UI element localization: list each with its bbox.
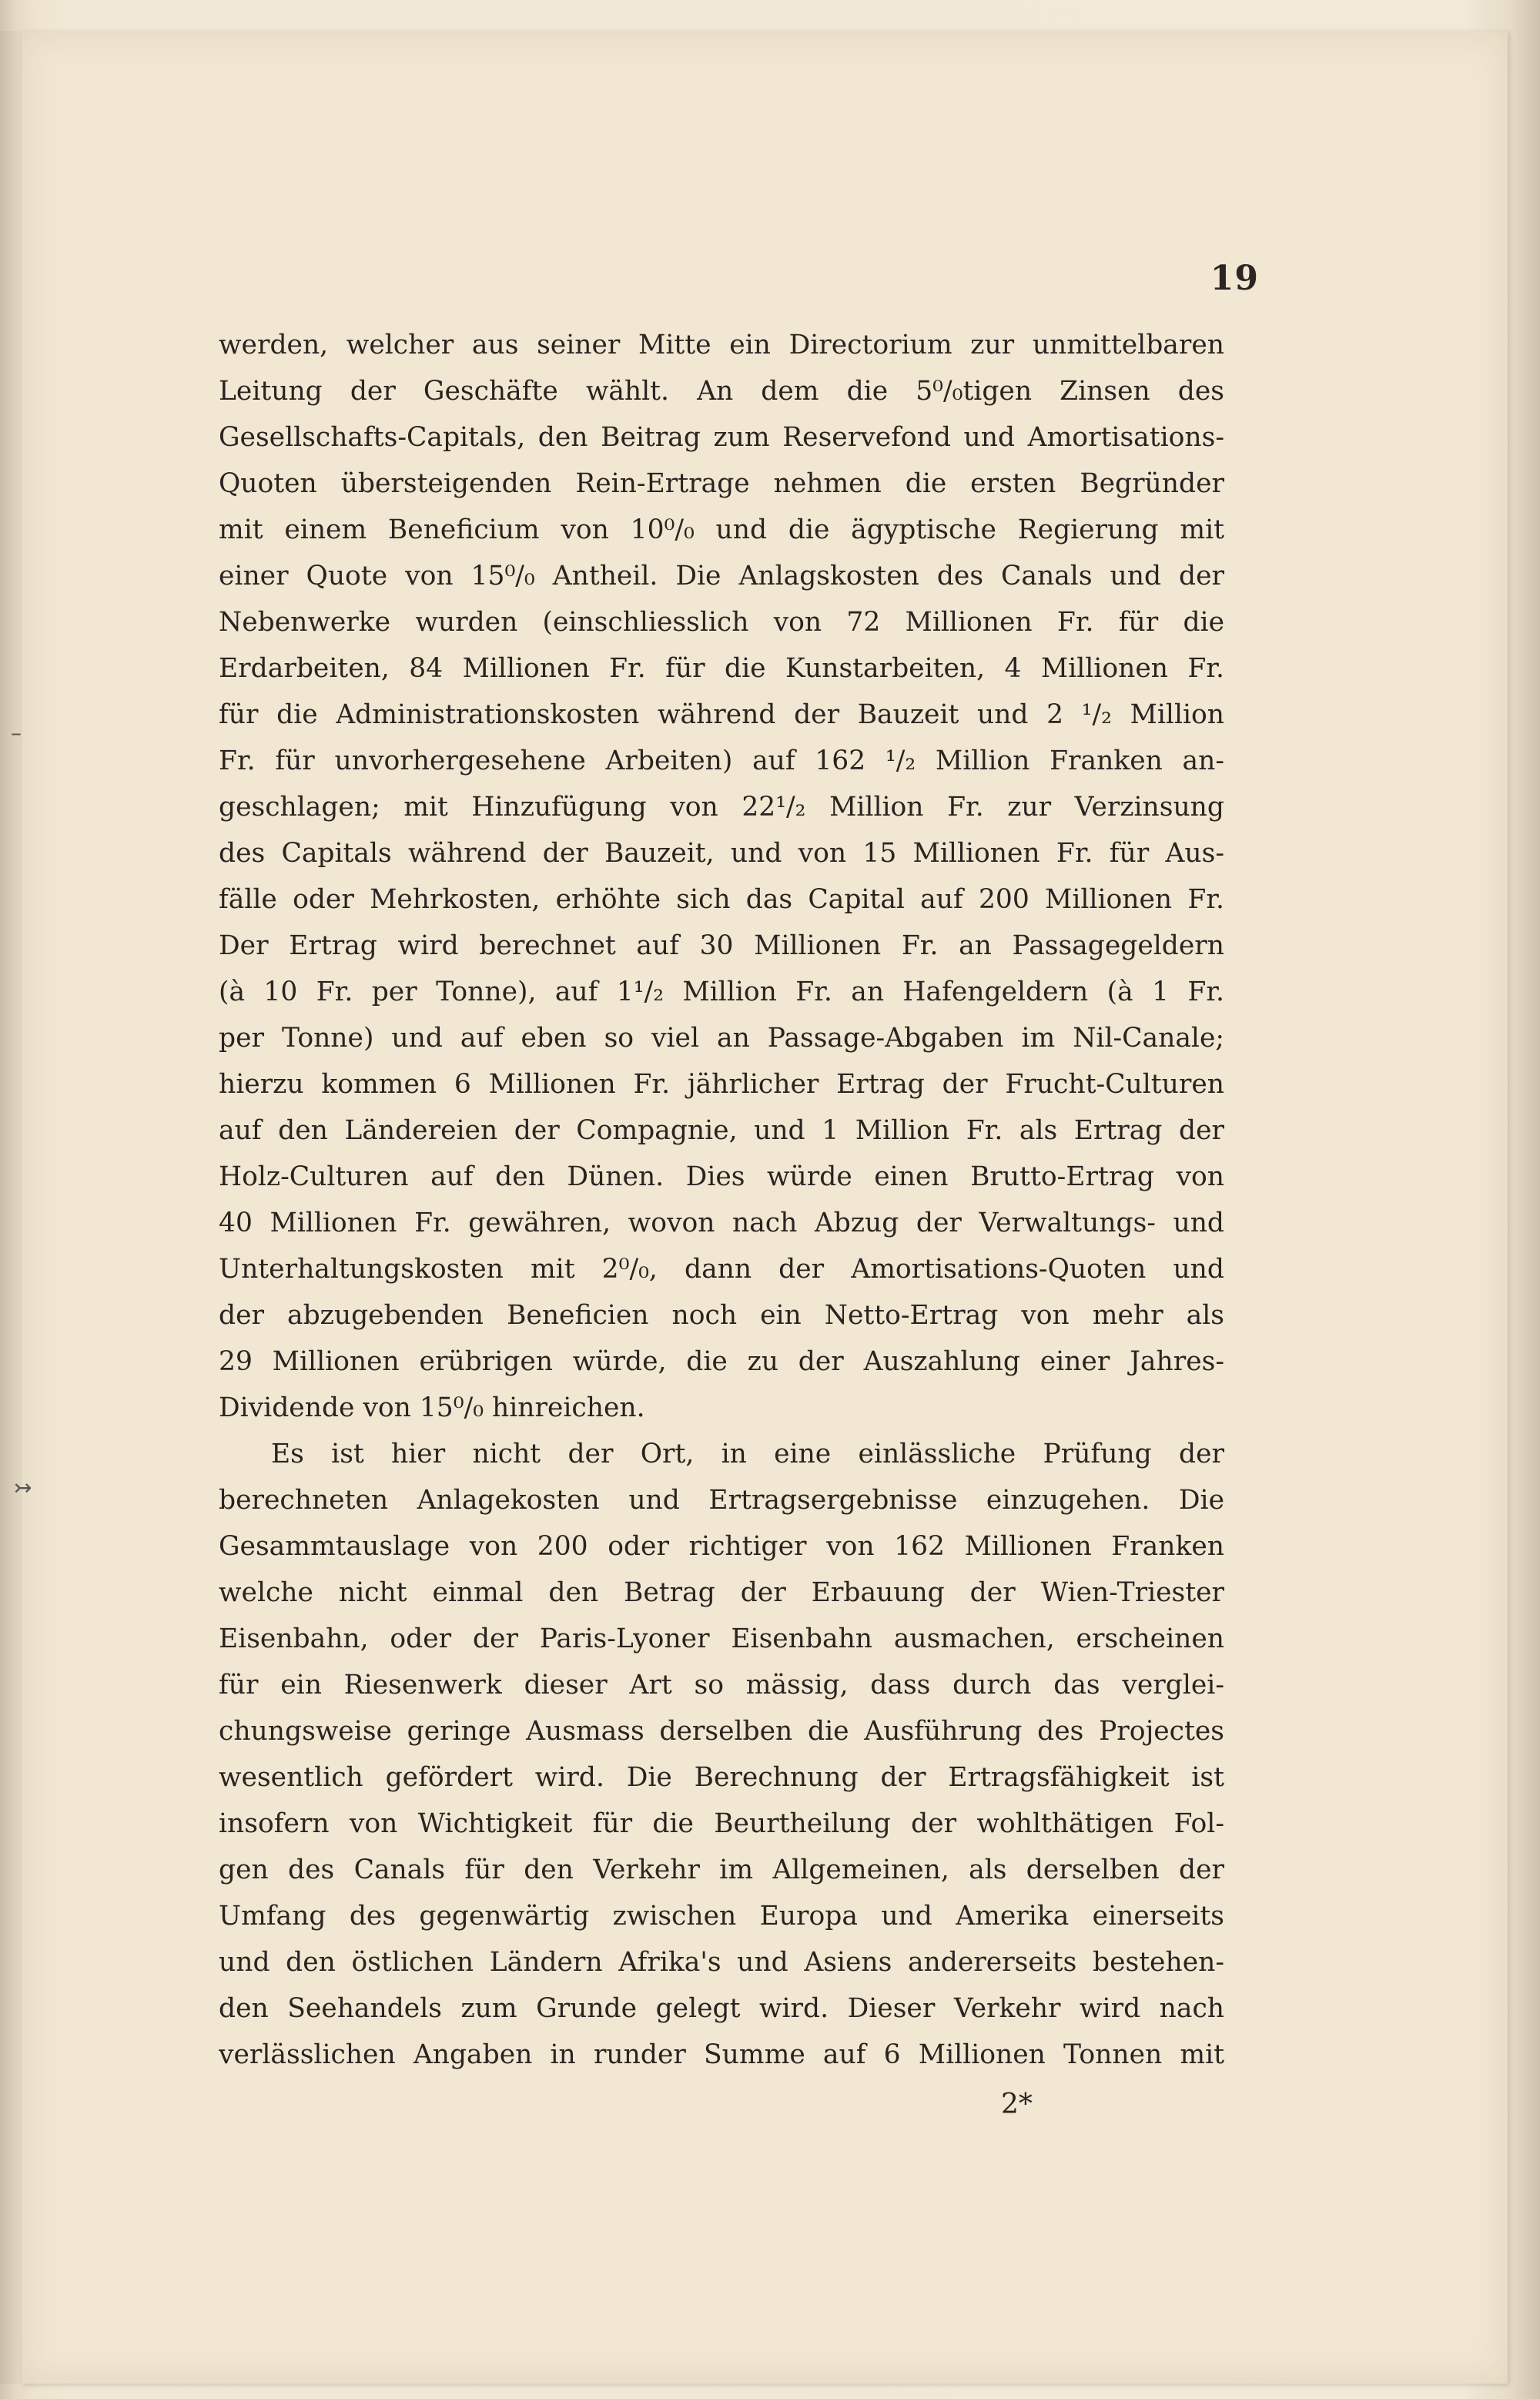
text-line: 29 Millionen erübrigen würde, die zu der Auszahlung einer Jahres- bbox=[219, 1346, 1224, 1377]
margin-mark: ↣ bbox=[14, 1475, 32, 1500]
text-line: werden, welcher aus seiner Mitte ein Directorium zur unmittelbaren bbox=[219, 330, 1224, 360]
text-line: hierzu kommen 6 Millionen Fr. jährlicher Ertrag der Frucht-Culturen bbox=[219, 1069, 1224, 1100]
text-line: und den östlichen Ländern Afrika's und Asiens andererseits bestehen- bbox=[219, 1947, 1224, 1978]
text-line: Dividende von 15⁰/₀ hinreichen. bbox=[219, 1392, 645, 1423]
text-line: Es ist hier nicht der Ort, in eine einlässliche Prüfung der bbox=[271, 1439, 1224, 1469]
text-line: Holz-Culturen auf den Dünen. Dies würde einen Brutto-Ertrag von bbox=[219, 1161, 1224, 1192]
text-line: für die Administrationskosten während der Bauzeit und 2 ¹/₂ Million bbox=[219, 699, 1224, 730]
text-line: Nebenwerke wurden (einschliesslich von 72 Millionen Fr. für die bbox=[219, 607, 1224, 638]
signature-mark: 2* bbox=[1001, 2089, 1033, 2120]
text-line: Eisenbahn, oder der Paris-Lyoner Eisenbahn ausmachen, erscheinen bbox=[219, 1623, 1224, 1654]
text-line: Unterhaltungskosten mit 2⁰/₀, dann der Amortisations-Quoten und bbox=[219, 1254, 1224, 1285]
text-line: den Seehandels zum Grunde gelegt wird. Dieser Verkehr wird nach bbox=[219, 1993, 1224, 2024]
text-line: gen des Canals für den Verkehr im Allgemeinen, als derselben der bbox=[219, 1855, 1224, 1885]
text-line: Erdarbeiten, 84 Millionen Fr. für die Kunstarbeiten, 4 Millionen Fr. bbox=[219, 653, 1224, 684]
text-line: verlässlichen Angaben in runder Summe auf 6 Millionen Tonnen mit bbox=[219, 2039, 1224, 2070]
text-line: per Tonne) und auf eben so viel an Passage-Abgaben im Nil-Canale; bbox=[219, 1023, 1224, 1054]
text-line: Gesellschafts-Capitals, den Beitrag zum Reservefond und Amortisations- bbox=[219, 422, 1224, 453]
text-line: 40 Millionen Fr. gewähren, wovon nach Abzug der Verwaltungs- und bbox=[219, 1208, 1224, 1238]
text-line: welche nicht einmal den Betrag der Erbauung der Wien-Triester bbox=[219, 1577, 1224, 1608]
text-line: Fr. für unvorhergesehene Arbeiten) auf 162 ¹/₂ Million Franken an- bbox=[219, 745, 1224, 776]
text-line: berechneten Anlagekosten und Ertragsergebnisse einzugehen. Die bbox=[219, 1485, 1224, 1516]
text-line: Quoten übersteigenden Rein-Ertrage nehmen die ersten Begründer bbox=[219, 468, 1224, 499]
margin-mark: – bbox=[11, 720, 22, 745]
text-line: Leitung der Geschäfte wählt. An dem die 5⁰/₀tigen Zinsen des bbox=[219, 376, 1224, 407]
text-line: (à 10 Fr. per Tonne), auf 1¹/₂ Million Fr. an Hafengeldern (à 1 Fr. bbox=[219, 977, 1224, 1007]
text-line: geschlagen; mit Hinzufügung von 22¹/₂ Million Fr. zur Verzinsung bbox=[219, 792, 1224, 823]
text-line: wesentlich gefördert wird. Die Berechnung der Ertragsfähigkeit ist bbox=[219, 1762, 1224, 1793]
text-line: für ein Riesenwerk dieser Art so mässig, dass durch das verglei- bbox=[219, 1670, 1224, 1700]
text-line: der abzugebenden Beneficien noch ein Netto-Ertrag von mehr als bbox=[219, 1300, 1224, 1331]
text-line: chungsweise geringe Ausmass derselben die Ausführung des Projectes bbox=[219, 1716, 1224, 1747]
text-line: Gesammtauslage von 200 oder richtiger von 162 Millionen Franken bbox=[219, 1531, 1224, 1562]
text-line: einer Quote von 15⁰/₀ Antheil. Die Anlagskosten des Canals und der bbox=[219, 561, 1224, 591]
binding-edge bbox=[0, 31, 23, 2384]
text-line: Der Ertrag wird berechnet auf 30 Millionen Fr. an Passagegeldern bbox=[219, 930, 1224, 961]
text-line: auf den Ländereien der Compagnie, und 1 Million Fr. als Ertrag der bbox=[219, 1115, 1224, 1146]
text-line: des Capitals während der Bauzeit, und von 15 Millionen Fr. für Aus- bbox=[219, 838, 1224, 869]
text-line: Umfang des gegenwärtig zwischen Europa und Amerika einerseits bbox=[219, 1901, 1224, 1932]
page-number: 19 bbox=[1210, 259, 1259, 298]
text-line: mit einem Beneficium von 10⁰/₀ und die ägyptische Regierung mit bbox=[219, 514, 1224, 545]
text-line: fälle oder Mehrkosten, erhöhte sich das Capital auf 200 Millionen Fr. bbox=[219, 884, 1224, 915]
body-text bbox=[219, 322, 1224, 2078]
text-line: insofern von Wichtigkeit für die Beurtheilung der wohlthätigen Fol- bbox=[219, 1808, 1224, 1839]
